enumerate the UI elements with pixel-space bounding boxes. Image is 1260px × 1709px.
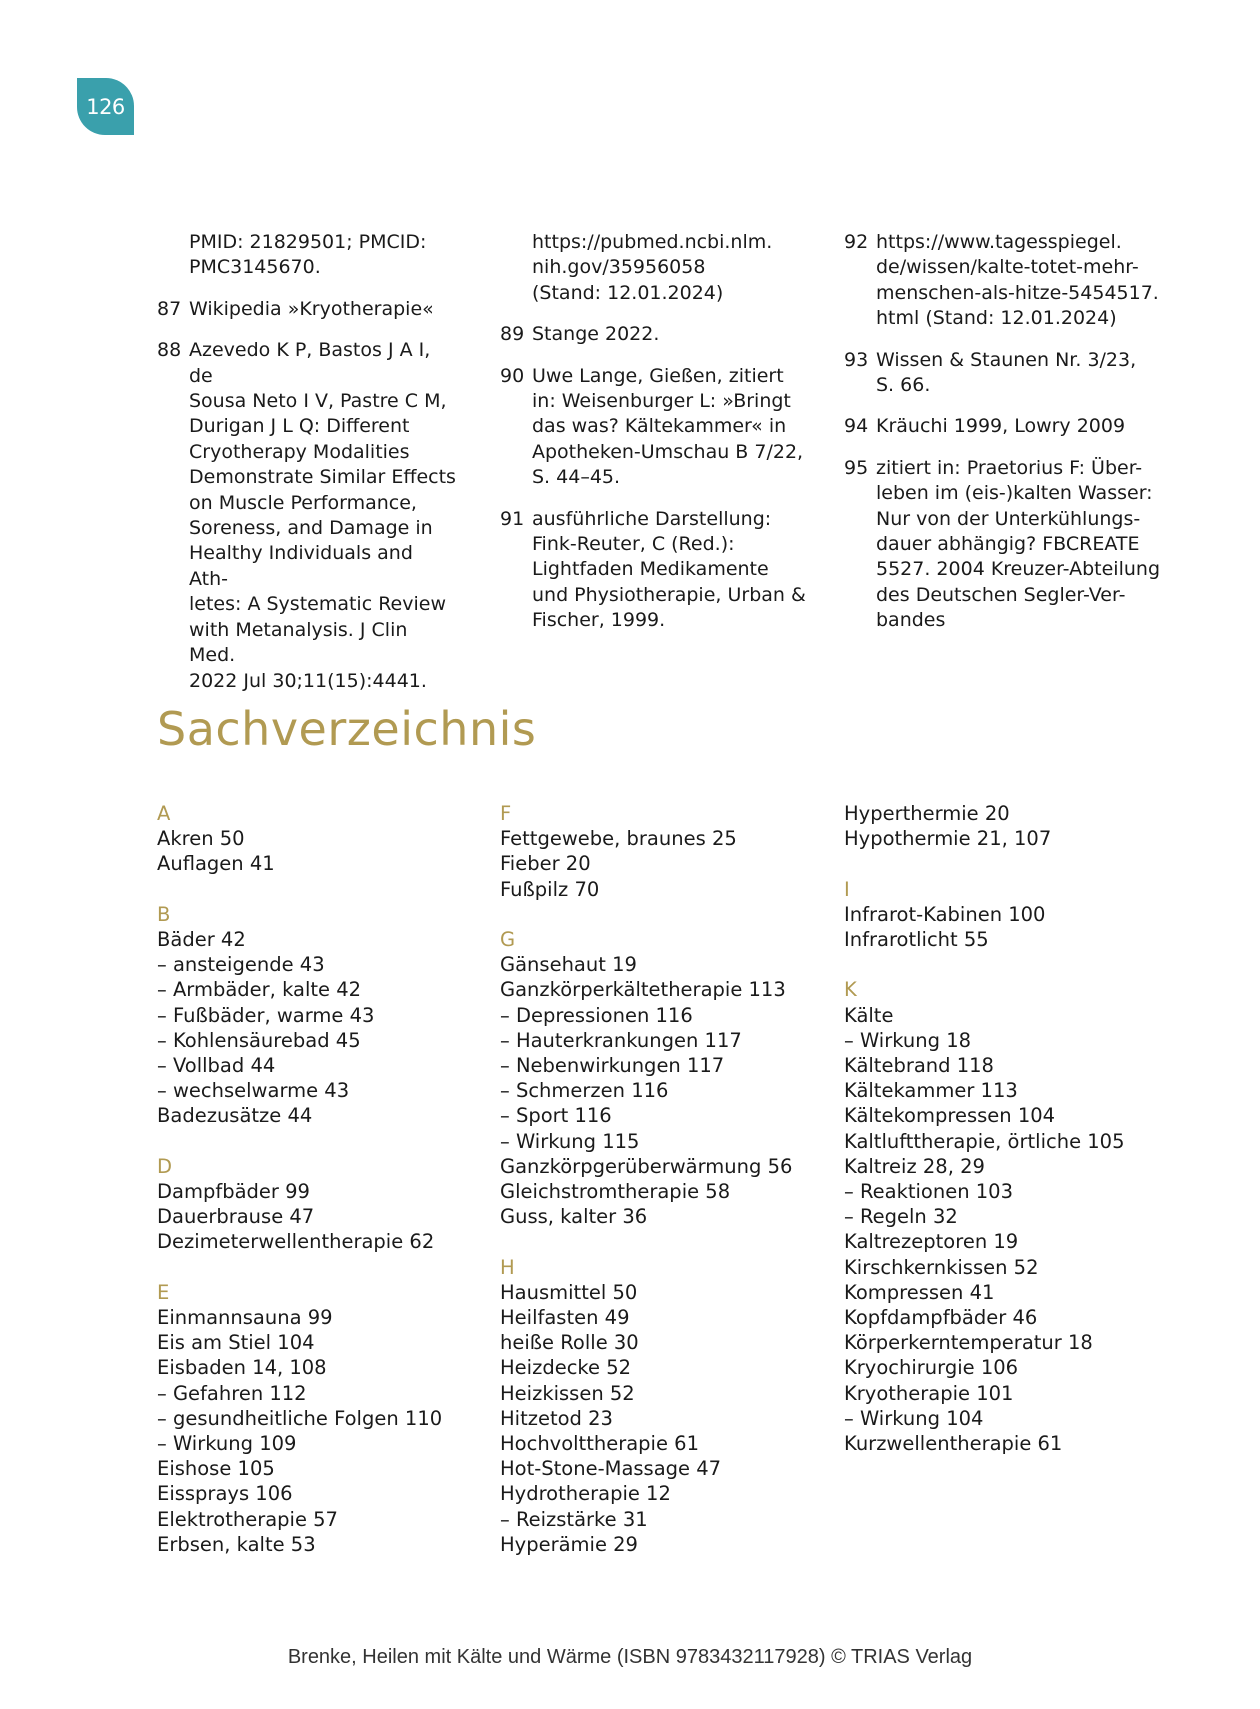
reference-line: PMID: 21829501; PMCID:	[189, 231, 427, 253]
index-letter: A	[157, 802, 171, 825]
index-entry: – Hauterkrankungen 117	[500, 1028, 742, 1052]
index-entry: Kältekammer 113	[844, 1079, 1018, 1103]
index-entry: Kopfdampfbäder 46	[844, 1306, 1038, 1329]
index-entry: Kältebrand 118	[844, 1053, 994, 1077]
section-title: Sachverzeichnis	[157, 702, 537, 756]
reference-line: leben im (eis-)kalten Wasser:	[876, 482, 1153, 505]
index-entry: Hochvolttherapie 61	[500, 1432, 699, 1455]
reference-line: Cryotherapy Modalities	[189, 440, 410, 463]
index-column-3	[844, 801, 1164, 1481]
reference-line: Healthy Individuals and Ath-	[189, 542, 413, 590]
reference-line: de/wissen/kalte-totet-mehr-	[876, 256, 1139, 279]
index-entry: – Depressionen 116	[500, 1003, 693, 1027]
index-entry: Infrarotlicht 55	[844, 927, 989, 951]
index-letter: H	[500, 1255, 515, 1279]
index-entry: Kaltrezeptoren 19	[844, 1230, 1019, 1254]
reference-item	[500, 507, 810, 634]
page-number-badge	[77, 78, 134, 135]
index-entry: Kompressen 41	[844, 1280, 995, 1304]
reference-line: 5527. 2004 Kreuzer-Abteilung	[876, 558, 1161, 581]
index-entry: Kurzwellentherapie 61	[844, 1432, 1063, 1456]
reference-number: 87	[157, 297, 182, 320]
index-entry: Fettgewebe, braunes 25	[500, 827, 737, 851]
index-entry: Hot-Stone-Massage 47	[500, 1457, 722, 1481]
index-entry: Gänsehaut 19	[500, 953, 637, 977]
reference-line: https://pubmed.ncbi.nlm.	[532, 231, 773, 253]
reference-number: 91	[500, 507, 525, 530]
index-entry: Hausmittel 50	[500, 1280, 638, 1304]
index-entry: Eissprays 106	[157, 1482, 293, 1506]
reference-line: Azevedo K P, Bastos J A I, de	[189, 339, 431, 387]
index-entry: – Armbäder, kalte 42	[157, 978, 362, 1002]
index-letter: G	[500, 927, 516, 951]
index-entry: Hypothermie 21, 107	[844, 827, 1052, 851]
index-entry: Körperkerntemperatur 18	[844, 1331, 1093, 1355]
index-group	[157, 1154, 477, 1255]
reference-line: des Deutschen Segler-Ver-	[876, 583, 1126, 606]
index-entry: Elektrotherapie 57	[157, 1507, 338, 1531]
index-entry: – Nebenwirkungen 117	[500, 1053, 725, 1077]
index-entry: Hyperämie 29	[500, 1532, 638, 1556]
reference-item	[844, 456, 1164, 634]
index-entry: Fieber 20	[500, 852, 591, 876]
reference-line: zitiert in: Praetorius F: Über-	[876, 456, 1143, 479]
reference-item	[500, 364, 810, 491]
reference-line: Wissen & Staunen Nr. 3/23,	[876, 348, 1137, 371]
reference-line: Uwe Lange, Gießen, zitiert	[532, 364, 784, 387]
reference-item	[500, 322, 810, 347]
index-entry: Einmannsauna 99	[157, 1305, 333, 1329]
reference-item	[844, 348, 1164, 399]
reference-line: html (Stand: 12.01.2024)	[876, 307, 1117, 330]
index-group	[500, 927, 820, 1229]
reference-line: nih.gov/35956058	[532, 256, 706, 279]
reference-number: 89	[500, 323, 525, 346]
index-entry: – Wirkung 104	[844, 1406, 984, 1430]
index-entry: Kaltlufttherapie, örtliche 105	[844, 1129, 1125, 1153]
index-entry: Dampfbäder 99	[157, 1179, 310, 1203]
index-group	[500, 1255, 820, 1557]
index-entry: Hyperthermie 20	[844, 802, 1010, 825]
reference-number: 93	[844, 348, 869, 371]
index-entry: – ansteigende 43	[157, 953, 325, 977]
reference-item	[157, 297, 457, 322]
reference-line: with Metanalysis. J Clin Med.	[189, 618, 408, 667]
reference-number: 88	[157, 339, 182, 362]
reference-item	[844, 230, 1164, 332]
index-entry: Heilfasten 49	[500, 1305, 630, 1329]
index-entry: – Reaktionen 103	[844, 1179, 1013, 1203]
index-entry: Infrarot-Kabinen 100	[844, 902, 1046, 926]
index-column-1	[157, 801, 477, 1582]
index-group	[157, 801, 477, 877]
reference-number: 90	[500, 364, 525, 387]
index-entry: Eis am Stiel 104	[157, 1331, 315, 1355]
index-entry: Kryotherapie 101	[844, 1381, 1014, 1405]
index-entry: Akren 50	[157, 827, 245, 851]
index-letter: K	[844, 978, 857, 1002]
index-entry: – wechselwarme 43	[157, 1079, 350, 1103]
reference-number: 95	[844, 456, 869, 479]
reference-line: menschen-als-hitze-5454517.	[876, 281, 1159, 304]
reference-line: Apotheken-Umschau B 7/22,	[532, 440, 804, 463]
index-entry: – Fußbäder, warme 43	[157, 1003, 375, 1027]
reference-line: Kräuchi 1999, Lowry 2009	[876, 415, 1126, 438]
reference-line: Soreness, and Damage in	[189, 517, 433, 540]
index-entry: Erbsen, kalte 53	[157, 1532, 316, 1556]
reference-line: on Muscle Performance,	[189, 491, 417, 514]
index-entry: – Sport 116	[500, 1104, 612, 1128]
index-entry: Ganzkörpgerüberwärmung 56	[500, 1154, 793, 1178]
reference-number: 94	[844, 415, 869, 438]
index-group	[157, 1280, 477, 1557]
reference-line: letes: A Systematic Review	[189, 593, 446, 616]
index-entry: Kirschkernkissen 52	[844, 1255, 1039, 1279]
reference-line: Demonstrate Similar Effects	[189, 466, 456, 489]
reference-line: Fink-Reuter, C (Red.):	[532, 533, 735, 556]
index-entry: Hitzetod 23	[500, 1406, 613, 1430]
index-entry: Eisbaden 14, 108	[157, 1356, 327, 1380]
index-entry: Dezimeterwellentherapie 62	[157, 1230, 435, 1254]
footer-copyright: Brenke, Heilen mit Kälte und Wärme (ISBN 9783432117928) © TRIAS Verlag	[287, 1646, 973, 1668]
reference-line: Stange 2022.	[532, 323, 660, 346]
index-entry: heiße Rolle 30	[500, 1331, 639, 1355]
reference-line: Sousa Neto I V, Pastre C M,	[189, 390, 447, 413]
index-letter: F	[500, 802, 512, 825]
index-entry: Auflagen 41	[157, 852, 275, 876]
index-letter: I	[844, 877, 850, 901]
reference-line: in: Weisenburger L: »Bringt	[532, 390, 791, 413]
index-entry: Badezusätze 44	[157, 1104, 313, 1128]
page-number: 126	[86, 94, 125, 119]
index-entry: Guss, kalter 36	[500, 1205, 648, 1229]
index-entry: – Schmerzen 116	[500, 1079, 669, 1103]
reference-item	[844, 414, 1164, 439]
index-entry: Dauerbrause 47	[157, 1205, 315, 1229]
index-entry: Ganzkörperkältetherapie 113	[500, 978, 786, 1002]
reference-line: https://www.tagesspiegel.	[876, 231, 1122, 253]
reference-line: PMC3145670.	[189, 256, 321, 279]
reference-line: S. 66.	[876, 374, 931, 397]
reference-item	[157, 338, 457, 694]
references-column-1	[157, 230, 457, 710]
index-entry: Gleichstromtherapie 58	[500, 1180, 731, 1203]
index-entry: – Reizstärke 31	[500, 1507, 648, 1531]
index-entry: Kälte	[844, 1003, 894, 1027]
index-entry: Hydrotherapie 12	[500, 1482, 671, 1506]
index-entry: – gesundheitliche Folgen 110	[157, 1406, 443, 1430]
index-group	[844, 877, 1164, 953]
index-entry: Kryochirurgie 106	[844, 1356, 1019, 1380]
reference-line: Fischer, 1999.	[532, 609, 666, 632]
references-column-3	[844, 230, 1164, 650]
reference-line: und Physiotherapie, Urban &	[532, 583, 806, 606]
index-group	[157, 902, 477, 1129]
index-entry: – Wirkung 109	[157, 1431, 297, 1455]
reference-line: Nur von der Unterkühlungs-	[876, 507, 1141, 530]
reference-line: Durigan J L Q: Different	[189, 415, 410, 438]
reference-line: Lightfaden Medikamente	[532, 558, 769, 581]
reference-line: S. 44–45.	[532, 466, 621, 489]
index-group	[844, 977, 1164, 1456]
index-group	[844, 801, 1164, 851]
index-entry: Heizkissen 52	[500, 1381, 635, 1405]
index-entry: Kaltreiz 28, 29	[844, 1154, 985, 1178]
index-entry: – Gefahren 112	[157, 1381, 307, 1405]
references-column-2	[500, 230, 810, 650]
index-letter: B	[157, 902, 171, 926]
reference-item	[500, 230, 810, 306]
index-entry: Bäder 42	[157, 927, 246, 951]
index-entry: Kältekompressen 104	[844, 1104, 1056, 1128]
reference-line: (Stand: 12.01.2024)	[532, 281, 724, 304]
index-entry: Eishose 105	[157, 1457, 275, 1481]
index-entry: Fußpilz 70	[500, 877, 600, 901]
index-entry: – Wirkung 115	[500, 1129, 640, 1153]
index-entry: – Vollbad 44	[157, 1053, 276, 1077]
index-entry: – Kohlensäurebad 45	[157, 1028, 361, 1052]
reference-line: ausführliche Darstellung:	[532, 507, 772, 530]
reference-line: 2022 Jul 30;11(15):4441.	[189, 669, 427, 692]
reference-item	[157, 230, 457, 281]
reference-line: bandes	[876, 609, 946, 632]
index-entry: – Regeln 32	[844, 1205, 958, 1229]
index-entry: – Wirkung 18	[844, 1028, 972, 1052]
index-entry: Heizdecke 52	[500, 1356, 632, 1380]
index-group	[500, 801, 820, 902]
index-letter: D	[157, 1154, 173, 1178]
reference-number: 92	[844, 231, 869, 253]
reference-line: Wikipedia »Kryotherapie«	[189, 297, 434, 320]
reference-line: dauer abhängig? FBCREATE	[876, 533, 1140, 556]
reference-line: das was? Kältekammer« in	[532, 415, 787, 438]
index-column-2	[500, 801, 820, 1582]
index-letter: E	[157, 1280, 170, 1304]
